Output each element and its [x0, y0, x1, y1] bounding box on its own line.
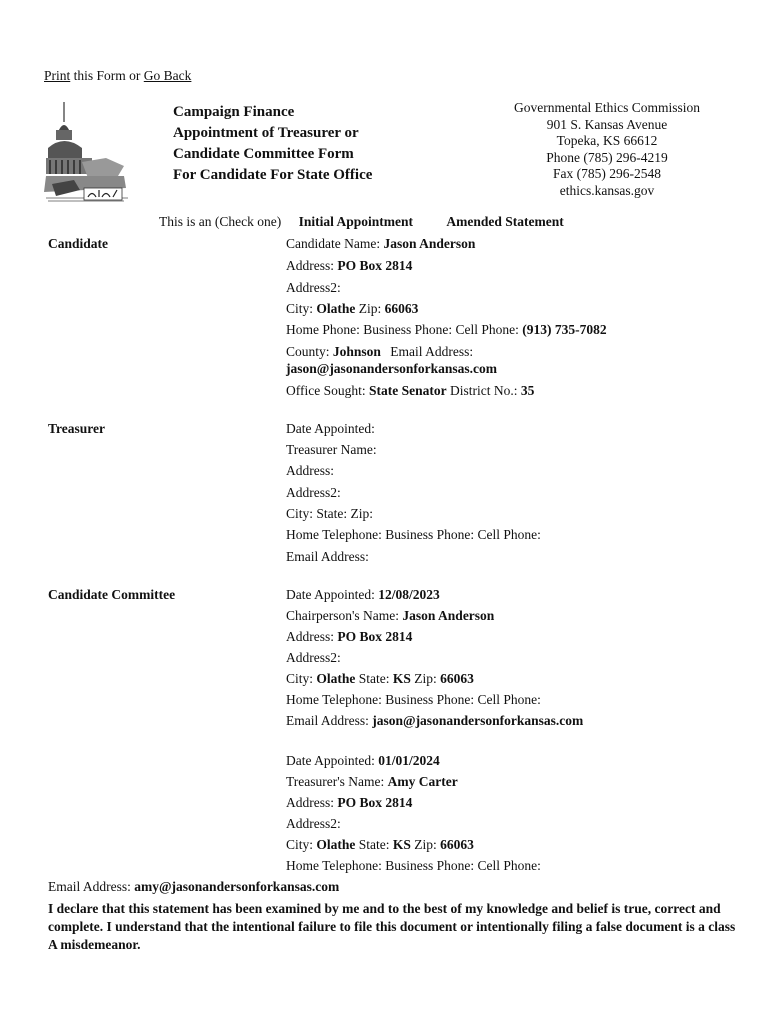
agency-street: 901 S. Kansas Avenue [546, 116, 668, 132]
section-candidate-committee: Candidate Committee [48, 587, 176, 602]
ct-address-label: Address: [286, 795, 334, 810]
committee-address-row [286, 629, 412, 645]
ct-zip-label: Zip: [414, 837, 437, 852]
top-nav [44, 68, 191, 84]
committee-email-label: Email Address: [286, 713, 369, 728]
committee-city-row [286, 671, 474, 687]
candidate-name-value: Jason Anderson [383, 236, 476, 251]
candidate-email-label: Email Address: [390, 344, 474, 359]
agency-website: ethics.kansas.gov [559, 182, 655, 198]
declaration-text: I declare that this statement has been examined by me and to the best of my knowledge and belief is true, correct and complete. I understand that the intentional failure to file this document or intentionally filing a false document is a class A misdemeanor. [48, 901, 736, 952]
committee-zip-value: 66063 [440, 671, 474, 686]
title-line-1: Campaign Finance [173, 104, 295, 120]
candidate-office-label: Office Sought: [286, 383, 366, 398]
ct-address-value: PO Box 2814 [337, 795, 413, 810]
committee-zip-label: Zip: [414, 671, 437, 686]
committee-city-label: City: [286, 671, 314, 686]
candidate-name-row [286, 236, 475, 252]
candidate-email-value: jason@jasonandersonforkansas.com [286, 361, 497, 376]
candidate-city-label: City: [286, 301, 314, 316]
candidate-address-label: Address: [286, 258, 334, 273]
kansas-seal-icon [44, 100, 130, 204]
committee-state-label: State: [358, 671, 390, 686]
ct-phone-row: Home Telephone: Business Phone: Cell Phone: [286, 858, 541, 873]
agency-fax: Fax (785) 296-2548 [553, 166, 661, 181]
candidate-district-label: District No.: [450, 383, 518, 398]
ct-city-value: Olathe [316, 837, 356, 852]
ct-email-label: Email Address: [48, 879, 131, 894]
committee-date-label: Date Appointed: [286, 587, 375, 602]
committee-phone-row: Home Telephone: Business Phone: Cell Phone: [286, 692, 541, 707]
section-candidate: Candidate [48, 236, 109, 251]
candidate-zip-value: 66063 [384, 301, 419, 316]
agency-info [496, 100, 718, 199]
committee-email-value: jason@jasonandersonforkansas.com [372, 713, 584, 728]
section-treasurer: Treasurer [48, 421, 105, 436]
print-link[interactable]: Print [44, 68, 71, 83]
committee-city-value: Olathe [316, 671, 356, 686]
treasurer-address2-label: Address2: [286, 485, 341, 500]
ct-state-value: KS [392, 837, 411, 852]
ct-city-row [286, 837, 474, 853]
title-line-3: Candidate Committee Form [173, 146, 354, 162]
committee-chair-value: Jason Anderson [402, 608, 495, 623]
candidate-office-value: State Senator [369, 383, 447, 398]
committee-address-label: Address: [286, 629, 334, 644]
nav-text: this Form or [70, 68, 144, 83]
ct-date-value: 01/01/2024 [378, 753, 440, 768]
committee-date-value: 12/08/2023 [378, 587, 440, 602]
agency-city: Topeka, KS 66612 [556, 133, 658, 148]
candidate-address2-label: Address2: [286, 280, 341, 295]
title-line-2: Appointment of Treasurer or [173, 125, 359, 141]
candidate-name-label: Candidate Name: [286, 236, 381, 251]
candidate-county-label: County: [286, 344, 330, 359]
ct-date-row [286, 753, 440, 769]
committee-state-value: KS [392, 671, 411, 686]
candidate-address-row [286, 258, 412, 274]
ct-email-value: amy@jasonandersonforkansas.com [134, 879, 340, 894]
option-amended-statement[interactable]: Amended Statement [446, 214, 564, 229]
candidate-address2-row [286, 280, 341, 296]
committee-address-value: PO Box 2814 [337, 629, 413, 644]
candidate-business-phone-label: Business Phone: [363, 322, 453, 337]
ct-name-label: Treasurer's Name: [286, 774, 385, 789]
committee-email-row [286, 713, 583, 729]
committee-chair-row [286, 608, 494, 624]
form-title [173, 102, 372, 186]
committee-date-row [286, 587, 440, 603]
go-back-link[interactable]: Go Back [143, 68, 192, 83]
candidate-district-value: 35 [520, 383, 535, 398]
ct-address-row [286, 795, 412, 811]
candidate-zip-label: Zip: [358, 301, 382, 316]
candidate-city-row [286, 301, 418, 317]
ct-name-row [286, 774, 458, 790]
option-initial-appointment[interactable]: Initial Appointment [298, 214, 413, 229]
agency-name: Governmental Ethics Commission [514, 100, 700, 115]
candidate-county-row [286, 344, 473, 360]
check-one-row [159, 214, 564, 230]
ct-zip-value: 66063 [440, 837, 474, 852]
ct-city-label: City: [286, 837, 314, 852]
treasurer-phone-row: Home Telephone: Business Phone: Cell Phone: [286, 527, 541, 542]
ct-name-value: Amy Carter [387, 774, 458, 789]
candidate-cell-phone-value: (913) 735-7082 [522, 322, 607, 337]
candidate-phone-row [286, 322, 607, 338]
ct-date-label: Date Appointed: [286, 753, 375, 768]
treasurer-address-label: Address: [286, 463, 334, 478]
title-line-4: For Candidate For State Office [173, 167, 373, 183]
candidate-cell-phone-label: Cell Phone: [455, 322, 519, 337]
check-one-label: This is an (Check one) [159, 214, 282, 229]
treasurer-email-label: Email Address: [286, 549, 369, 564]
candidate-office-row [286, 383, 534, 399]
candidate-address-value: PO Box 2814 [337, 258, 413, 273]
treasurer-name-label: Treasurer Name: [286, 442, 377, 457]
ct-state-label: State: [358, 837, 390, 852]
treasurer-date-label: Date Appointed: [286, 421, 375, 436]
candidate-home-phone-label: Home Phone: [286, 322, 360, 337]
committee-chair-label: Chairperson's Name: [286, 608, 400, 623]
ct-address2-label: Address2: [286, 816, 341, 831]
committee-address2-label: Address2: [286, 650, 341, 665]
treasurer-city-row: City: State: Zip: [286, 506, 373, 521]
agency-phone: Phone (785) 296-4219 [546, 149, 668, 165]
ct-email-row [48, 879, 339, 895]
candidate-city-value: Olathe [316, 301, 356, 316]
candidate-county-value: Johnson [332, 344, 381, 359]
